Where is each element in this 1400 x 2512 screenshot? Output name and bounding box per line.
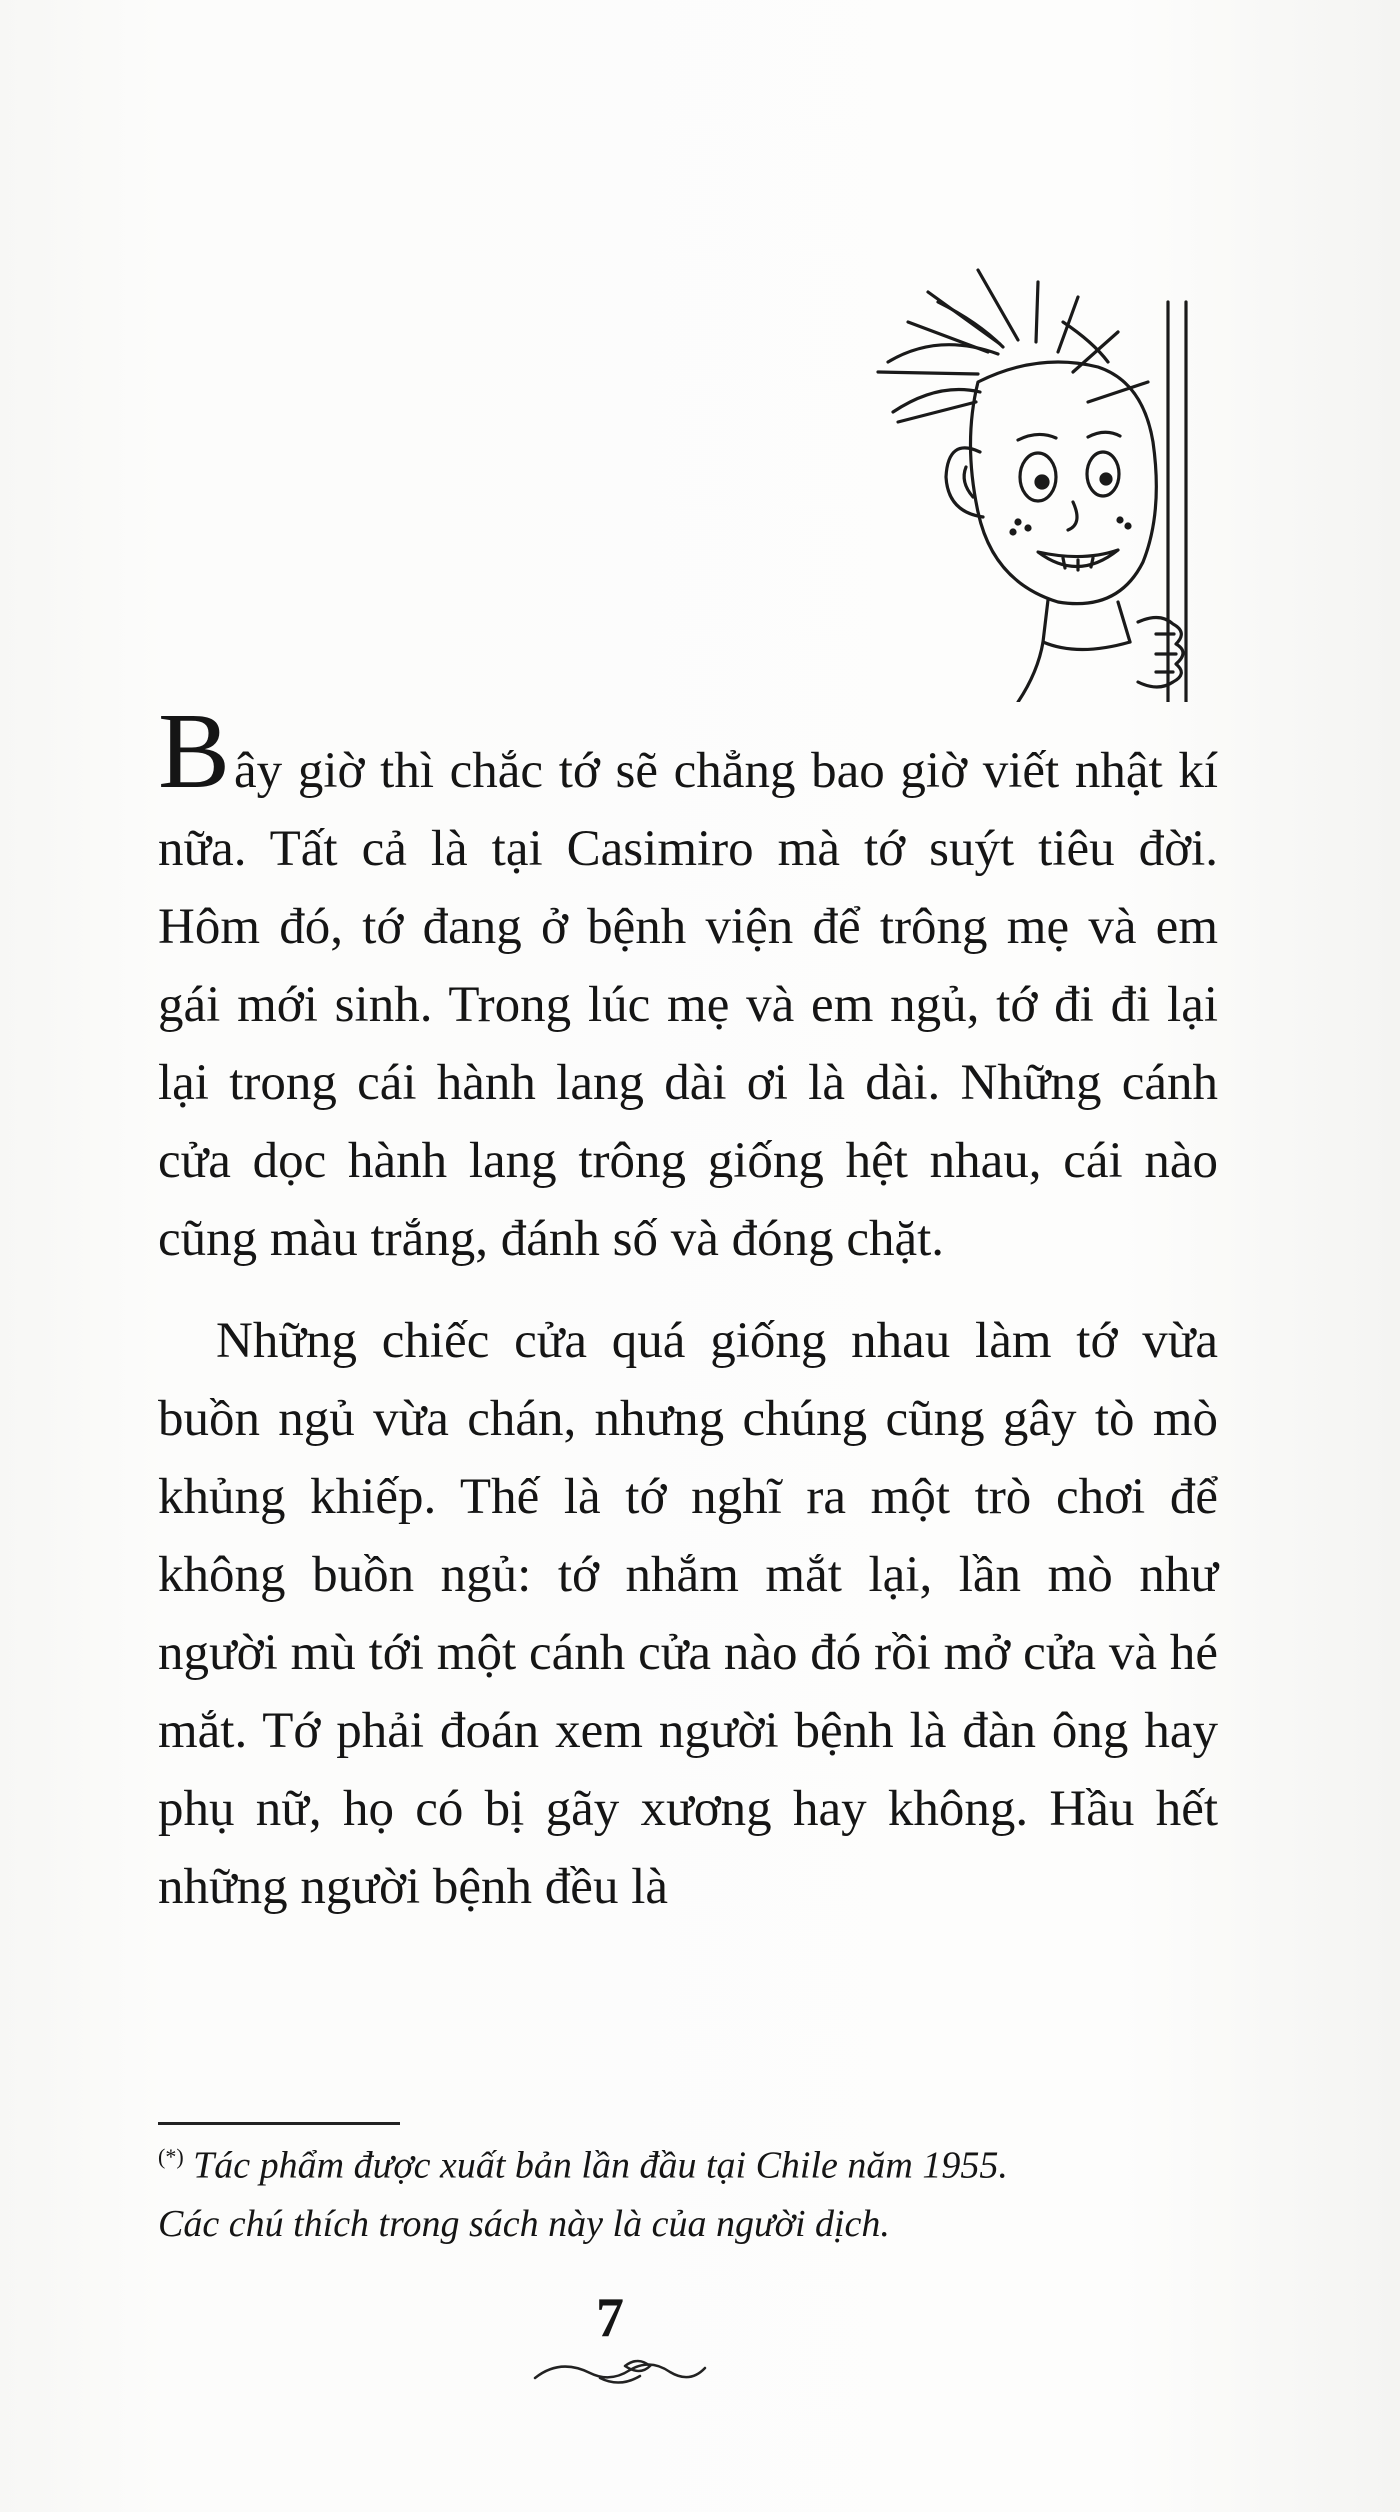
paragraph-1 bbox=[158, 692, 1218, 1278]
footnote-divider bbox=[158, 2122, 400, 2125]
paragraph-1-text: ây giờ thì chắc tớ sẽ chẳng bao giờ viết nhật kí nữa. Tất cả là tại Casimiro mà tớ suýt tiêu đời. Hôm đó, tớ đang ở bệnh viện để trông mẹ và em gái mới sinh. Trong lúc mẹ và em ngủ, tớ đi đi lại lại trong cái hành lang dài ơi là dài. Những cánh cửa dọc hành lang trông giống hệt nhau, cái nào cũng màu trắng, đánh số và đóng chặt. bbox=[158, 743, 1218, 1267]
boy-peeking-illustration bbox=[868, 262, 1208, 702]
paragraph-2: Những chiếc cửa quá giống nhau làm tớ vừa buồn ngủ vừa chán, nhưng chúng cũng gây tò mò khủng khiếp. Thế là tớ nghĩ ra một trò chơi để không buồn ngủ: tớ nhắm mắt lại, lần mò như người mù tới một cánh cửa nào đó rồi mở cửa và hé mắt. Tớ phải đoán xem người bệnh là đàn ông hay phụ nữ, họ có bị gãy xương hay không. Hầu hết những người bệnh đều là bbox=[158, 1313, 1218, 1915]
footnote-line-2: Các chú thích trong sách này là của người dịch. bbox=[158, 2202, 890, 2245]
footnote-line-1 bbox=[158, 2128, 1218, 2195]
footnote-line-1-text: Tác phẩm được xuất bản lần đầu tại Chile năm 1955. bbox=[183, 2144, 1008, 2187]
main-text bbox=[158, 692, 1218, 1926]
flourish-ornament-icon bbox=[530, 2348, 710, 2398]
drop-cap: B bbox=[158, 692, 231, 811]
footnote bbox=[158, 2128, 1218, 2253]
page-number: 7 bbox=[596, 2287, 624, 2349]
footnote-marker: (*) bbox=[158, 2144, 184, 2169]
